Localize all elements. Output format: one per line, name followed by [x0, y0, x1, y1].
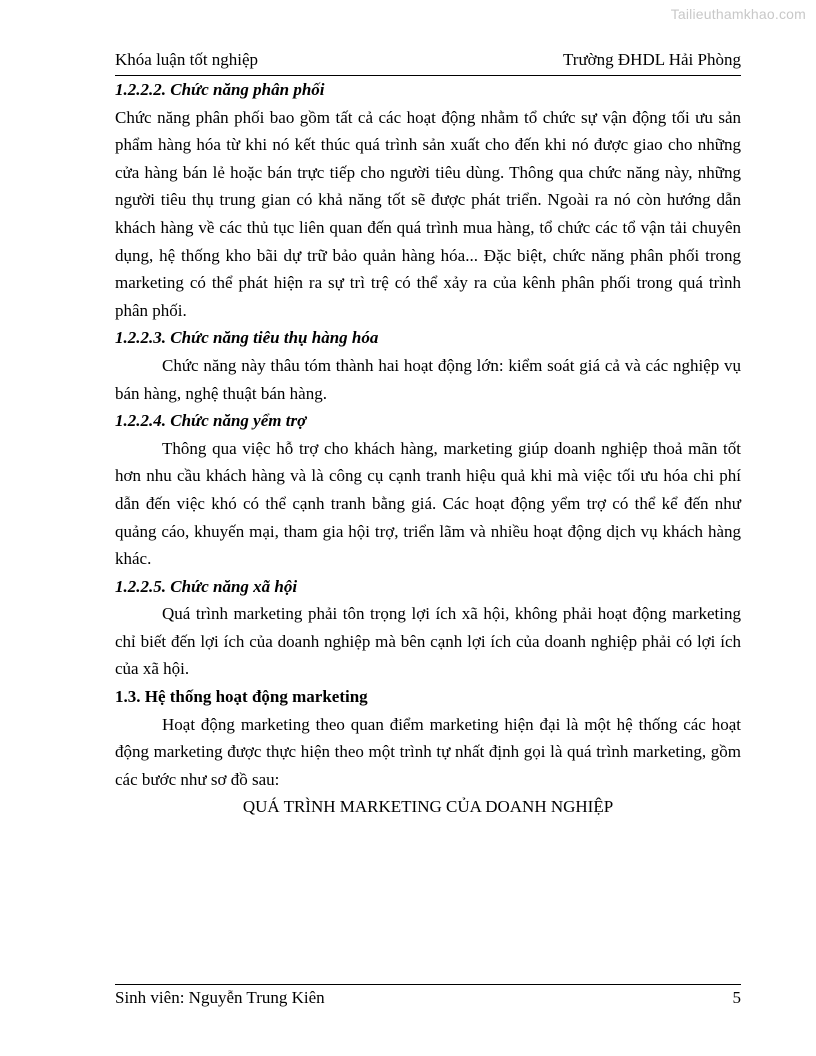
section-heading-consumption: 1.2.2.3. Chức năng tiêu thụ hàng hóa — [115, 328, 379, 348]
section-heading-distribution: 1.2.2.2. Chức năng phân phối — [115, 80, 325, 99]
section-body-support: Thông qua việc hỗ trợ cho khách hàng, marketing giúp doanh nghiệp thoả mãn tốt hơn nhu cầu khách hàng và là công cụ cạnh tranh hiệu quả khi mà việc tối ưu hóa chi phí dẫn đến việc khó có thể cạnh tranh bằng giá. Các hoạt động yểm trợ có thể kể đến như quảng cáo, khuyến mại, tham gia hội trợ, triển lãm và nhiều hoạt động dịch vụ khách hàng khác. — [115, 438, 741, 569]
section-heading-support: 1.2.2.4. Chức năng yểm trợ — [115, 411, 307, 431]
header-right: Trường ĐHDL Hải Phòng — [563, 50, 741, 69]
section-body-distribution: Chức năng phân phối bao gồm tất cả các hoạt động nhằm tổ chức sự vận động tối ưu sản phẩm hàng hóa từ khi nó kết thúc quá trình sản xuất cho đến khi nó được giao cho những cửa hàng bán lẻ hoặc bán trực tiếp cho người tiêu dùng. Thông qua chức năng này, những người tiêu thụ trung gian có khả năng tốt sẽ được phát triển. Ngoài ra nó còn hướng dẫn khách hàng về các thủ tục liên quan đến quá trình mua hàng, tổ chức các tổ vận tải chuyên dụng, hệ thống kho bãi dự trữ bảo quản hàng hóa... Đặc biệt, chức năng phân phối trong marketing có thể phát hiện ra sự trì trệ có thể xảy ra của kênh phân phối trong quá trình phân phối. — [115, 107, 741, 320]
section-body-consumption: Chức năng này thâu tóm thành hai hoạt động lớn: kiểm soát giá cả và các nghiệp vụ bán hàng, nghệ thuật bán hàng. — [115, 355, 741, 403]
footer-student: Sinh viên: Nguyễn Trung Kiên — [115, 988, 325, 1007]
page-number: 5 — [732, 988, 741, 1007]
page-footer — [115, 987, 741, 1009]
section-body-social: Quá trình marketing phải tôn trọng lợi ích xã hội, không phải hoạt động marketing chỉ biết đến lợi ích của doanh nghiệp mà bên cạnh lợi ích của doanh nghiệp phải có lợi ích của xã hội. — [115, 604, 741, 679]
section-body-marketing-system: Hoạt động marketing theo quan điểm marketing hiện đại là một hệ thống các hoạt động marketing được thực hiện theo một trình tự nhất định gọi là quá trình marketing, gồm các bước như sơ đồ sau: — [115, 714, 741, 789]
page-content — [115, 76, 741, 821]
diagram-title: QUÁ TRÌNH MARKETING CỦA DOANH NGHIỆP — [242, 797, 614, 817]
header-left: Khóa luận tốt nghiệp — [115, 50, 259, 69]
page-header — [115, 49, 741, 71]
footer-divider — [115, 984, 741, 985]
section-heading-marketing-system: 1.3. Hệ thống hoạt động marketing — [115, 687, 368, 707]
watermark: Tailieuthamkhao.com — [670, 6, 806, 22]
section-heading-social: 1.2.2.5. Chức năng xã hội — [115, 576, 298, 596]
